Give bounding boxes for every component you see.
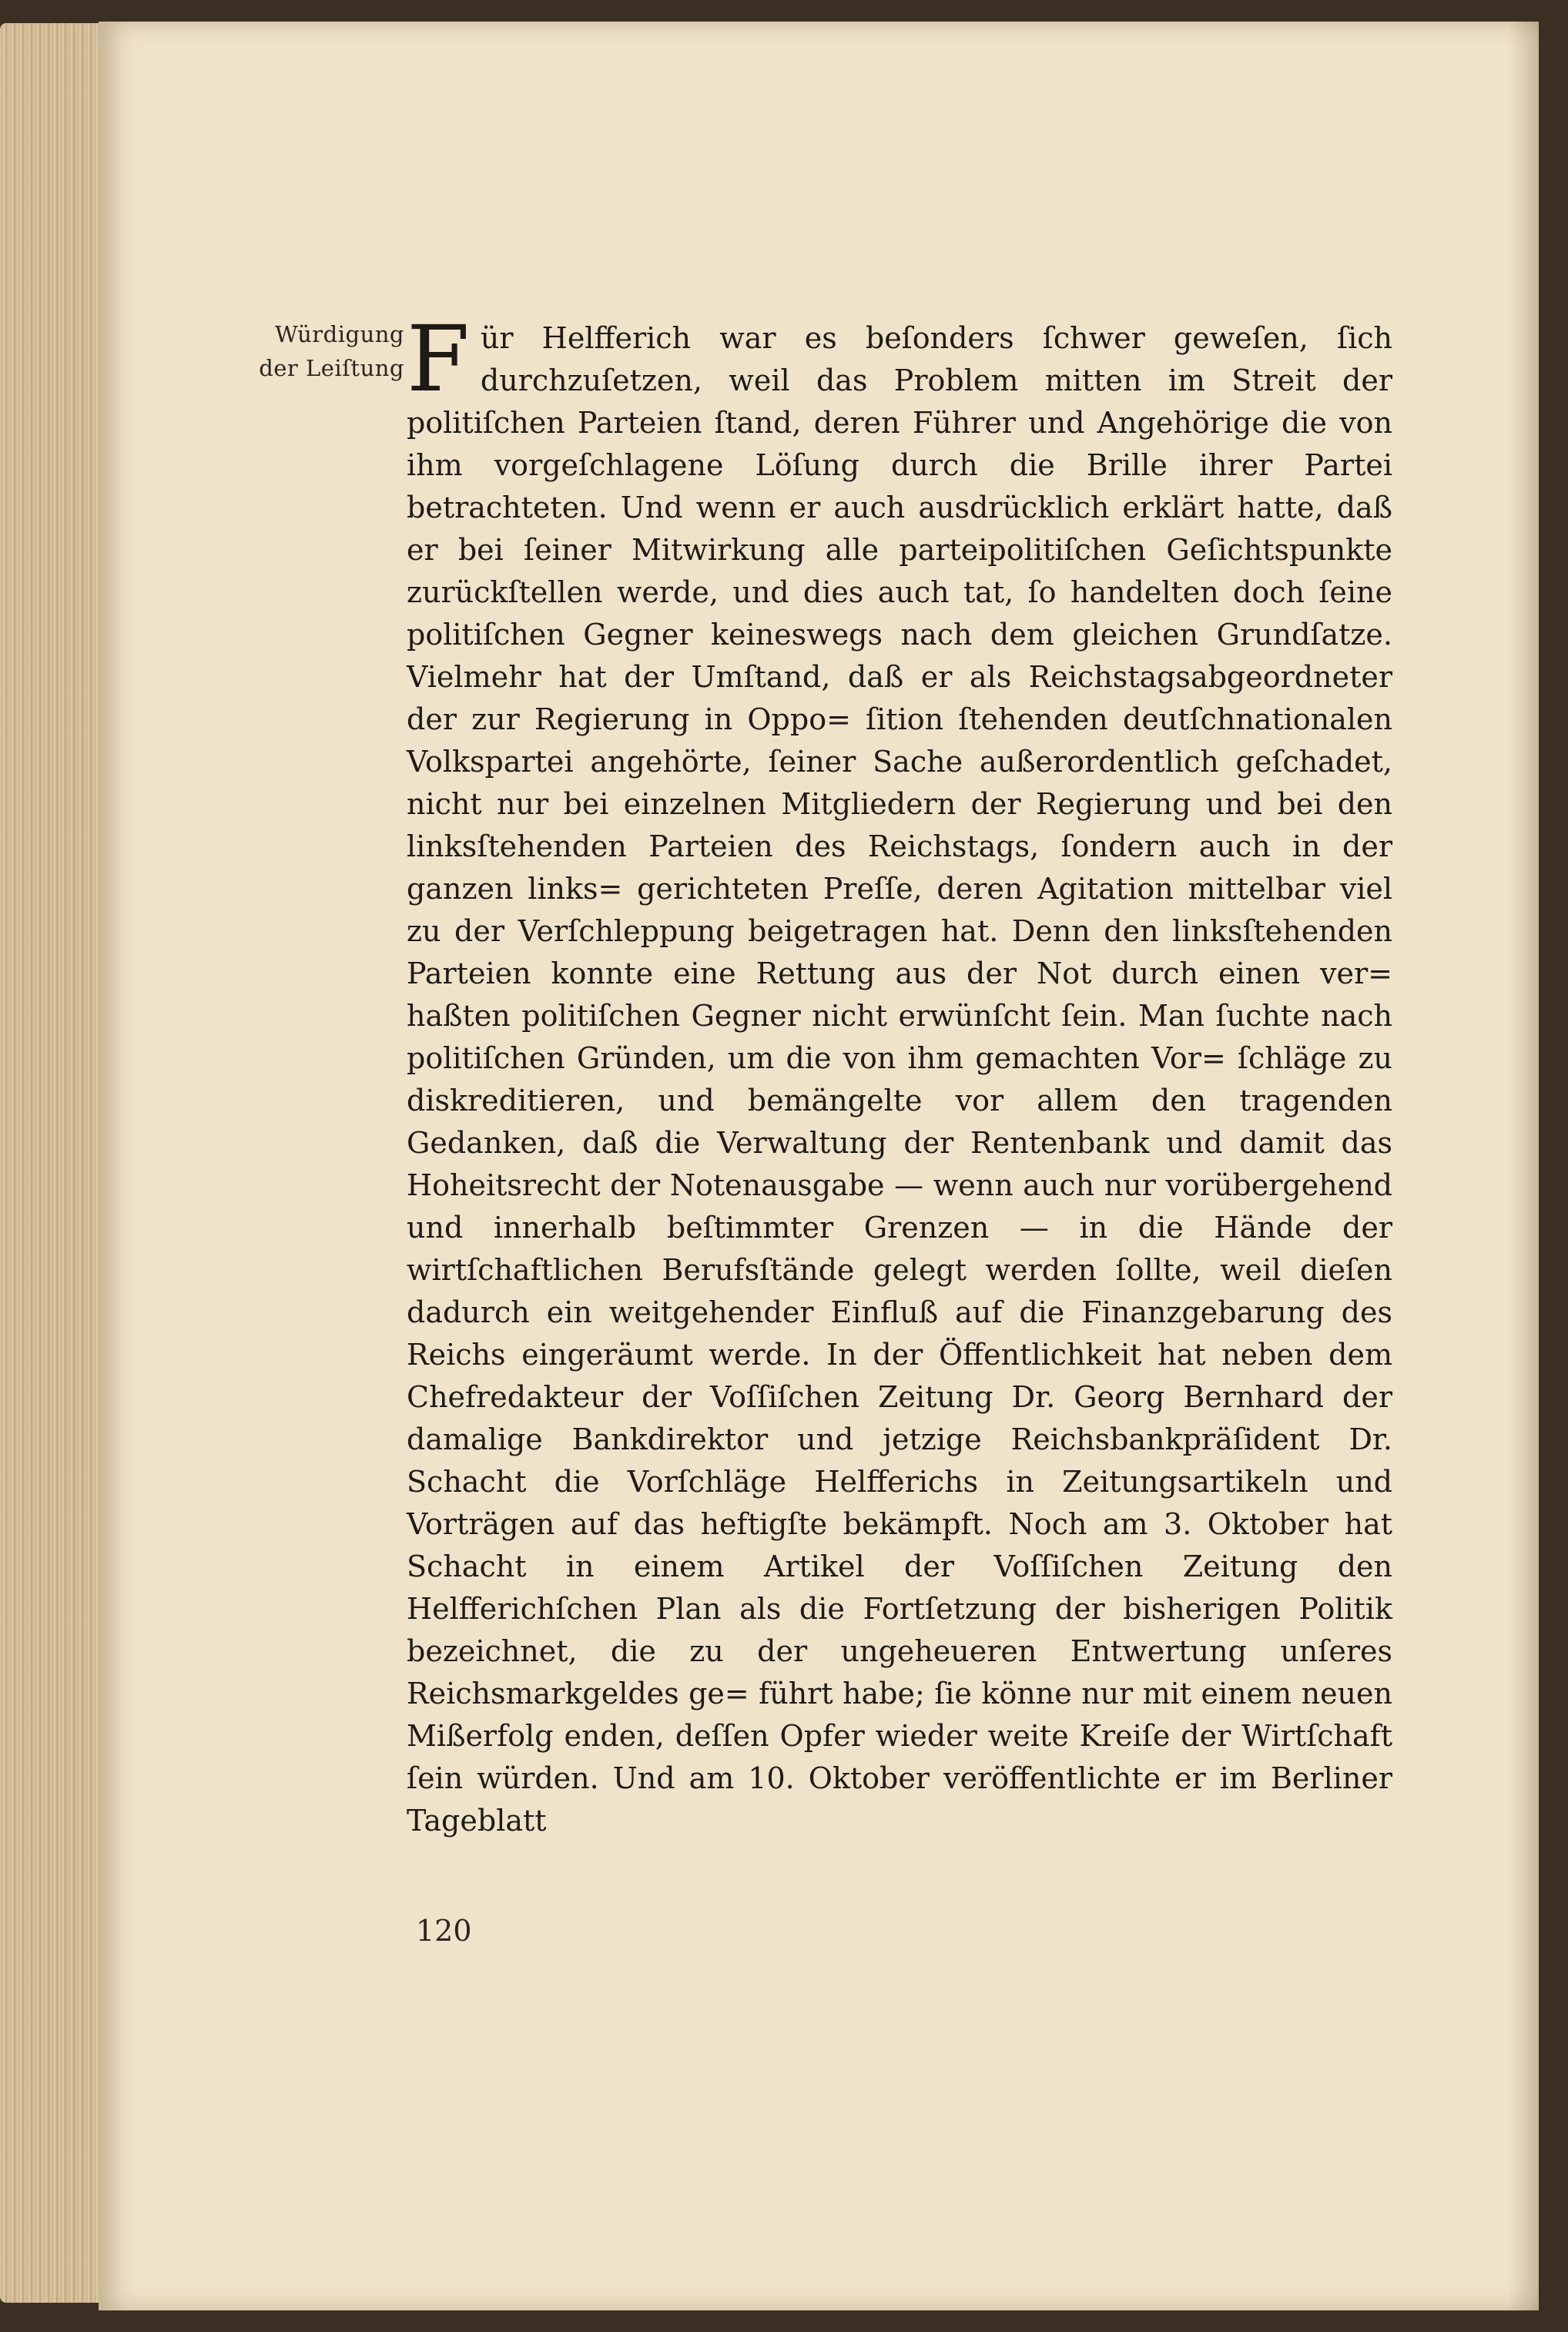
margin-note: [231, 317, 404, 385]
body-paragraph: ür Helfferich war es beſonders ſchwer geweſen, ſich durchzuſetzen, weil das Problem mitten im Streit der politiſchen Parteien ſtand, deren Führer und Angehörige die von ihm vorgeſchlagene Löſung durch die Brille ihrer Partei betrachteten. Und wenn er auch ausdrücklich erklärt hatte, daß er bei ſeiner Mitwirkung alle parteipolitiſchen Geſichtspunkte zurückſtellen werde, und dies auch tat, ſo handelten doch ſeine politiſchen Gegner keineswegs nach dem gleichen Grundſatze. Vielmehr hat der Umſtand, daß er als Reichstagsabgeordneter der zur Regierung in Oppo= ſition ſtehenden deutſchnationalen Volkspartei angehörte, ſeiner Sache außerordentlich geſchadet, nicht nur bei einzelnen Mitgliedern der Regierung und bei den linksſtehenden Parteien des Reichstags, ſondern auch in der ganzen links= gerichteten Preſſe, deren Agitation mittelbar viel zu der Verſchleppung beigetragen hat. Denn den linksſtehenden Parteien konnte eine Rettung aus der Not durch einen ver= haßten politiſchen Gegner nicht erwünſcht ſein. Man ſuchte nach politiſchen Gründen, um die von ihm gemachten Vor= ſchläge zu diskreditieren, und bemängelte vor allem den tragenden Gedanken, daß die Verwaltung der Rentenbank und damit das Hoheitsrecht der Notenausgabe — wenn auch nur vorübergehend und innerhalb beſtimmter Grenzen — in die Hände der wirtſchaftlichen Berufsſtände gelegt werden ſollte, weil dieſen dadurch ein weitgehender Einfluß auf die Finanzgebarung des Reichs eingeräumt werde. In der Öffentlichkeit hat neben dem Chefredakteur der Voſſiſchen Zeitung Dr. Georg Bernhard der damalige Bankdirektor und jetzige Reichsbankpräſident Dr. Schacht die Vorſchläge Helfferichs in Zeitungsartikeln und Vorträgen auf das heftigſte bekämpft. Noch am 3. Oktober hat Schacht in einem Artikel der Voſſiſchen Zeitung den Helfferichſchen Plan als die Fortſetzung der bisherigen Politik bezeichnet, die zu der ungeheueren Entwertung unſeres Reichsmarkgeldes ge= führt habe; ſie könne nur mit einem neuen Mißerfolg enden, deſſen Opfer wieder weite Kreiſe der Wirtſchaft ſein würden. Und am 10. Oktober veröffentlichte er im Berliner Tageblatt: [407, 321, 1392, 1838]
drop-cap: F: [407, 306, 470, 412]
margin-note-line-1: Würdigung: [275, 321, 404, 347]
page-edges: [0, 23, 102, 2303]
page-number: 120: [416, 1914, 472, 1948]
margin-note-line-2: der Leiſtung: [259, 355, 404, 381]
body-text: [407, 306, 1392, 1842]
